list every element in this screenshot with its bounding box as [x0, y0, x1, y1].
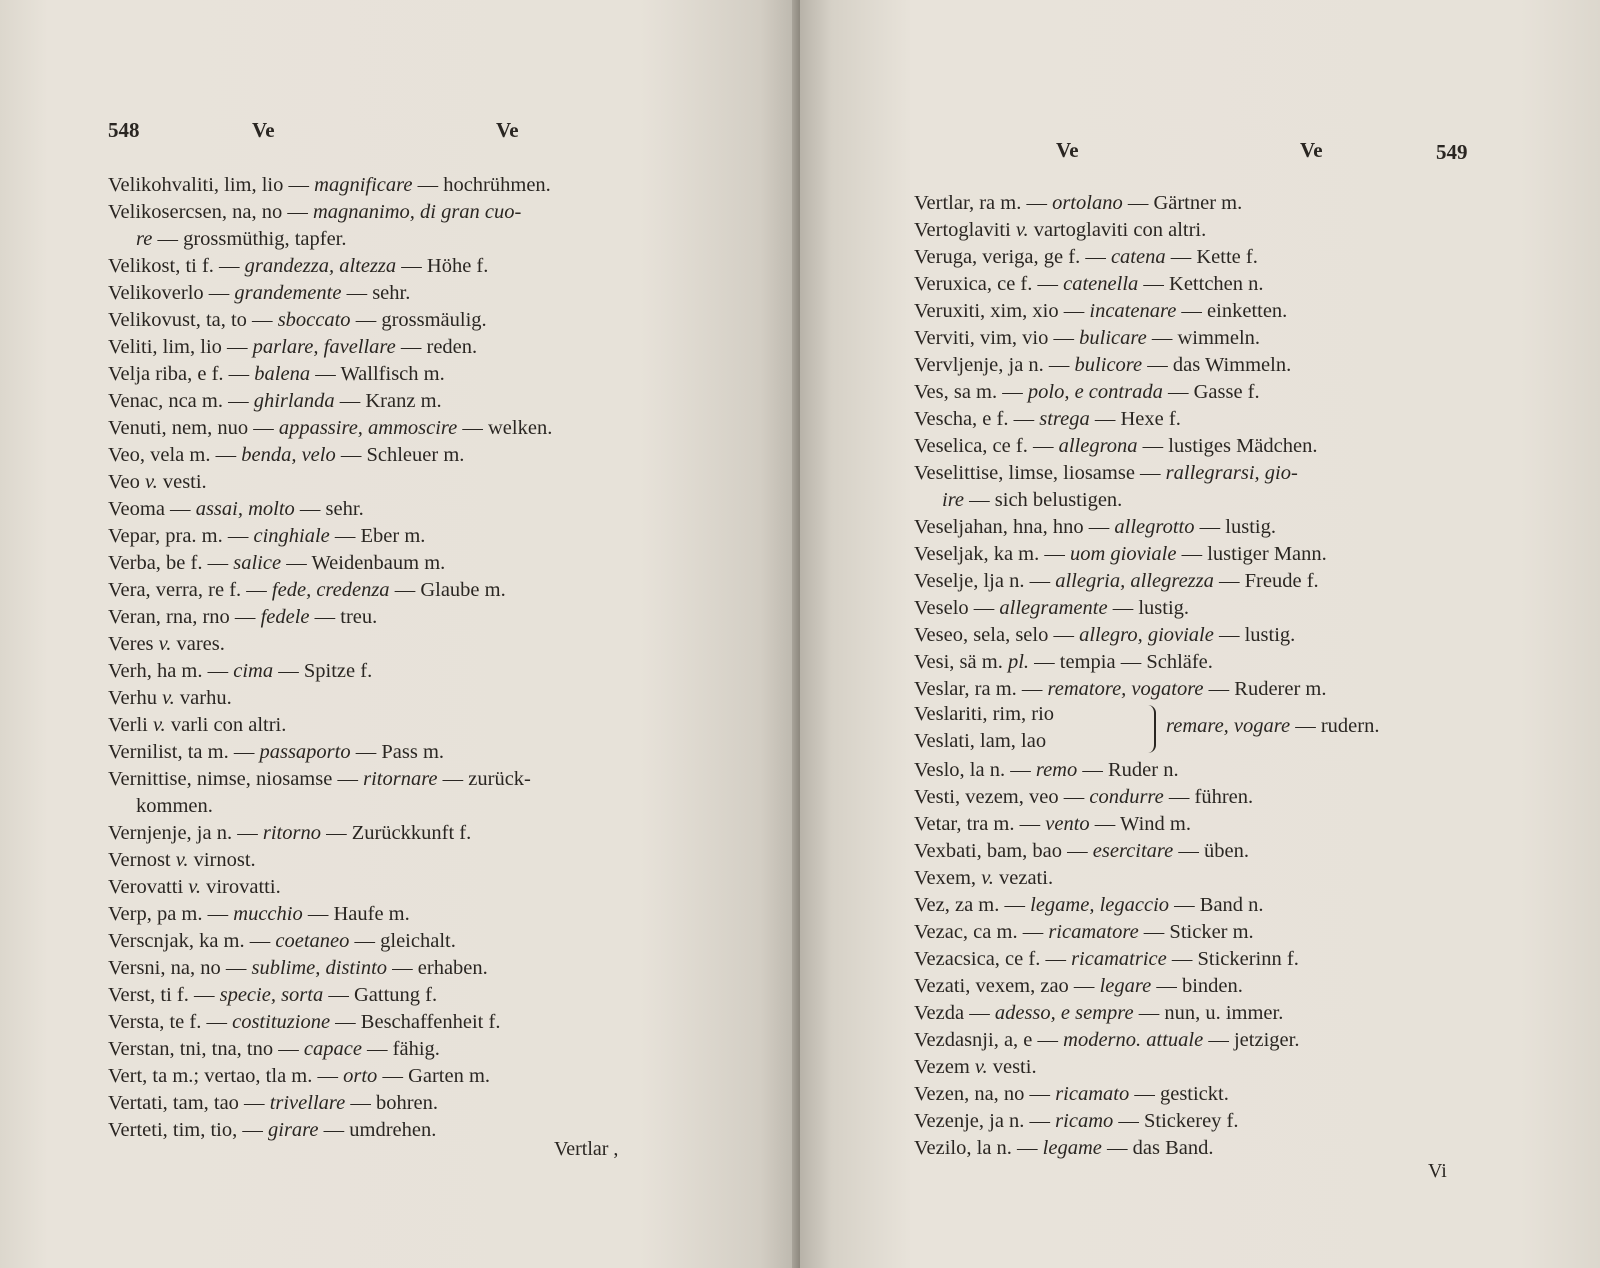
entry-italian: appassire, ammoscire	[278, 417, 458, 439]
entry-italian: bulicore	[1074, 354, 1143, 376]
entry-headword: Vertlar, ra m. —	[914, 192, 1047, 214]
entry-italian: benda, velo	[241, 444, 336, 466]
entry-headword: Verovatti	[108, 876, 184, 898]
entry-italian: cima	[233, 660, 274, 682]
entry-italian: ricamato	[1055, 1083, 1130, 1105]
dictionary-entry	[914, 217, 1327, 244]
dictionary-entry	[108, 307, 552, 334]
entry-german: — Zurückkunft f.	[326, 822, 472, 844]
running-head-right-2: Ve	[1300, 138, 1323, 162]
dictionary-entry	[914, 892, 1327, 919]
entry-headword: Veruga, veriga, ge f. —	[914, 246, 1106, 268]
entry-headword: Verst, ti f. —	[108, 984, 215, 1006]
dictionary-entry	[108, 1117, 552, 1144]
entry-german: — welken.	[462, 417, 553, 439]
entry-headword: Venuti, nem, nuo —	[108, 417, 274, 439]
dictionary-entry	[914, 1054, 1327, 1081]
dictionary-entry	[914, 298, 1327, 325]
catchword-left: Vertlar ,	[554, 1138, 619, 1160]
entry-headword: Vepar, pra. m. —	[108, 525, 249, 547]
entry-italian: v.	[175, 849, 189, 871]
dictionary-entry	[914, 487, 1327, 514]
dictionary-entry	[914, 784, 1327, 811]
entry-italian: coetaneo	[275, 930, 350, 952]
entry-headword: Vernjenje, ja n. —	[108, 822, 258, 844]
dictionary-entry	[914, 919, 1327, 946]
entry-headword: Velikost, ti f. —	[108, 255, 240, 277]
entry-headword: Vesti, vezem, veo —	[914, 786, 1085, 808]
dictionary-entry	[108, 928, 552, 955]
entry-italian: catenella	[1063, 273, 1139, 295]
entry-headword: Vescha, e f. —	[914, 408, 1035, 430]
dictionary-entry	[914, 325, 1327, 352]
entry-italian: allegro, gioviale	[1079, 624, 1214, 646]
entry-german: — Wind m.	[1094, 813, 1191, 835]
dictionary-entry	[914, 1081, 1327, 1108]
entry-german: — erhaben.	[392, 957, 488, 979]
dictionary-entry	[914, 595, 1327, 622]
entry-headword: Veselje, lja n. —	[914, 570, 1051, 592]
dictionary-entry	[914, 568, 1327, 595]
entry-italian: polo, e contrada	[1027, 381, 1163, 403]
dictionary-entry	[108, 847, 552, 874]
entry-italian: moderno. attuale	[1063, 1029, 1204, 1051]
entry-german: — Spitze f.	[278, 660, 373, 682]
entry-headword: Verteti, tim, tio, —	[108, 1119, 263, 1141]
entry-headword: Veselittise, limse, liosamse —	[914, 462, 1161, 484]
entry-italian: strega	[1039, 408, 1090, 430]
entry-italian: allegrona	[1058, 435, 1138, 457]
brace-line-1: Veslariti, rim, rio	[914, 703, 1055, 725]
entry-headword: Venac, nca m. —	[108, 390, 249, 412]
entry-german: varli con altri.	[170, 714, 287, 736]
entry-german: — sehr.	[299, 498, 364, 520]
entry-italian: magnanimo, di gran cuo-	[312, 201, 522, 223]
dictionary-entry	[108, 604, 552, 631]
entry-italian: catena	[1110, 246, 1166, 268]
entry-german: kommen.	[136, 795, 213, 817]
entry-headword: Velikosercsen, na, no —	[108, 201, 308, 223]
entry-italian: costituzione	[232, 1011, 331, 1033]
entry-german: — gleichalt.	[354, 930, 456, 952]
entry-german: — Kettchen n.	[1143, 273, 1264, 295]
entry-headword: Vertati, tam, tao —	[108, 1092, 265, 1114]
dictionary-entry	[914, 514, 1327, 541]
dictionary-entry	[914, 406, 1327, 433]
entry-headword: Versni, na, no —	[108, 957, 247, 979]
entry-italian: condurre	[1089, 786, 1164, 808]
entry-headword: Verli	[108, 714, 148, 736]
entry-german: — führen.	[1168, 786, 1254, 808]
entry-headword: Veseo, sela, selo —	[914, 624, 1074, 646]
dictionary-entry	[108, 631, 552, 658]
dictionary-entry	[108, 388, 552, 415]
dictionary-entry	[108, 982, 552, 1009]
dictionary-entry	[914, 1135, 1327, 1162]
entry-headword: Vezenje, ja n. —	[914, 1110, 1051, 1132]
entry-german: — Ruderer m.	[1208, 678, 1327, 700]
dictionary-entry	[108, 955, 552, 982]
entry-german: — Höhe f.	[401, 255, 489, 277]
entry-german: — Kranz m.	[339, 390, 442, 412]
entry-german: — Freude f.	[1219, 570, 1319, 592]
entry-italian: girare	[268, 1119, 319, 1141]
entry-german: — reden.	[400, 336, 478, 358]
entry-german: vares.	[176, 633, 225, 655]
entry-headword: Vezdasnji, a, e —	[914, 1029, 1059, 1051]
entry-italian: incatenare	[1089, 300, 1177, 322]
entry-italian: v.	[188, 876, 201, 898]
dictionary-entry	[914, 352, 1327, 379]
entry-german: — Glaube m.	[394, 579, 506, 601]
entry-italian: balena	[254, 363, 311, 385]
entry-headword: Vesi, sä m.	[914, 651, 1003, 673]
running-head-left-1: Ve	[252, 118, 275, 142]
dictionary-entry	[108, 901, 552, 928]
entry-german: — einketten.	[1181, 300, 1288, 322]
dictionary-entry	[914, 811, 1327, 838]
entry-german: — lustig.	[1218, 624, 1296, 646]
dictionary-entry	[108, 766, 552, 793]
entry-italian: v.	[974, 1056, 988, 1078]
entry-italian: uom gioviale	[1070, 543, 1177, 565]
entry-headword: Veran, rna, rno —	[108, 606, 256, 628]
dictionary-entry	[108, 442, 552, 469]
entry-italian: adesso, e sempre	[994, 1002, 1134, 1024]
right-entry-list	[914, 190, 1380, 1162]
entry-german: vezati.	[999, 867, 1054, 889]
entry-italian: legame, legaccio	[1030, 894, 1170, 916]
entry-headword: Veslar, ra m. —	[914, 678, 1043, 700]
entry-german: — hochrühmen.	[417, 174, 551, 196]
dictionary-entry	[914, 379, 1327, 406]
entry-italian: orto	[343, 1065, 378, 1087]
entry-italian: allegrotto	[1114, 516, 1195, 538]
dictionary-entry	[108, 226, 552, 253]
entry-italian: v.	[162, 687, 175, 709]
entry-headword: Verh, ha m. —	[108, 660, 229, 682]
dictionary-entry	[108, 685, 552, 712]
page-number-left: 548	[108, 118, 140, 142]
entry-italian: ritorno	[262, 822, 321, 844]
catchword-right: Vi	[1428, 1160, 1447, 1182]
entry-german: — umdrehen.	[323, 1119, 437, 1141]
dictionary-entry	[108, 415, 552, 442]
entry-italian: vento	[1045, 813, 1090, 835]
entry-italian: cinghiale	[253, 525, 330, 547]
entry-german: — Band n.	[1174, 894, 1264, 916]
running-head-right-1: Ve	[1056, 138, 1079, 162]
entry-german: — Gattung f.	[328, 984, 438, 1006]
entry-headword: Verscnjak, ka m. —	[108, 930, 271, 952]
entry-german: — das Wimmeln.	[1147, 354, 1292, 376]
dictionary-entry	[108, 1036, 552, 1063]
dictionary-entry	[914, 1000, 1327, 1027]
dictionary-entry	[108, 739, 552, 766]
entry-italian: allegramente	[999, 597, 1108, 619]
entry-italian: rallegrarsi, gio-	[1165, 462, 1298, 484]
entry-italian: assai, molto	[195, 498, 295, 520]
entry-headword: Veruxica, ce f. —	[914, 273, 1059, 295]
entry-italian: esercitare	[1092, 840, 1174, 862]
dictionary-entry	[108, 793, 552, 820]
left-entry-list	[108, 172, 552, 1144]
entry-german: — gestickt.	[1134, 1083, 1229, 1105]
dictionary-entry	[108, 658, 552, 685]
entry-headword: Vexbati, bam, bao —	[914, 840, 1088, 862]
entry-german: — Pass m.	[355, 741, 445, 763]
dictionary-entry	[108, 469, 552, 496]
entry-italian: ire	[942, 489, 965, 511]
dictionary-entry	[108, 496, 552, 523]
entry-headword: Vervljenje, ja n. —	[914, 354, 1070, 376]
entry-german: — lustig.	[1199, 516, 1276, 538]
entry-italian: v.	[158, 633, 172, 655]
entry-german: — tempia — Schläfe.	[1034, 651, 1213, 673]
entry-headword: Vezen, na, no —	[914, 1083, 1051, 1105]
entry-italian: ricamatrice	[1071, 948, 1167, 970]
entry-italian: sboccato	[277, 309, 351, 331]
entry-headword: Vez, za m. —	[914, 894, 1025, 916]
dictionary-entry	[914, 838, 1327, 865]
entry-italian: passaporto	[259, 741, 351, 763]
entry-german: virovatti.	[206, 876, 281, 898]
entry-german: vartoglaviti con altri.	[1033, 219, 1207, 241]
page-number-right: 549	[1436, 140, 1468, 164]
entry-headword: Vernittise, nimse, niosamse —	[108, 768, 358, 790]
dictionary-entry	[914, 541, 1327, 568]
entry-german: — Schleuer m.	[340, 444, 465, 466]
dictionary-entry	[108, 361, 552, 388]
entry-german: — Wallfisch m.	[315, 363, 445, 385]
entry-german: — grossmüthig, tapfer.	[157, 228, 347, 250]
dictionary-entry	[914, 190, 1327, 217]
entry-italian: salice	[233, 552, 282, 574]
entry-headword: Verstan, tni, tna, tno —	[108, 1038, 299, 1060]
brace-translation: remare, vogare — rudern.	[1166, 715, 1380, 737]
entry-german: — üben.	[1178, 840, 1249, 862]
entry-german: — bohren.	[350, 1092, 439, 1114]
dictionary-entry	[108, 523, 552, 550]
entry-german: — jetziger.	[1208, 1029, 1300, 1051]
entry-italian: grandezza, altezza	[244, 255, 397, 277]
entry-italian: sublime, distinto	[251, 957, 388, 979]
entry-headword: Vertoglaviti	[914, 219, 1011, 241]
entry-german: — Sticker m.	[1143, 921, 1254, 943]
brace-line-2: Veslati, lam, lao	[914, 730, 1047, 752]
entry-italian: ritornare	[363, 768, 438, 790]
entry-headword: Vezem	[914, 1056, 970, 1078]
entry-german: — Ruder n.	[1082, 759, 1179, 781]
entry-headword: Vezacsica, ce f. —	[914, 948, 1066, 970]
dictionary-entry	[108, 577, 552, 604]
entry-italian: legame	[1042, 1137, 1102, 1159]
entry-italian: v.	[981, 867, 994, 889]
entry-italian: parlare, favellare	[252, 336, 396, 358]
dictionary-entry	[914, 271, 1327, 298]
entry-german: — Gasse f.	[1167, 381, 1260, 403]
entry-italian: fedele	[260, 606, 310, 628]
entry-german: — Stickerey f.	[1118, 1110, 1239, 1132]
entry-headword: Veliti, lim, lio —	[108, 336, 248, 358]
dictionary-entry	[914, 433, 1327, 460]
entry-headword: Veo, vela m. —	[108, 444, 237, 466]
dictionary-entry	[108, 334, 552, 361]
entry-german: — zurück-	[442, 768, 531, 790]
entry-italian: rematore, vogatore	[1047, 678, 1204, 700]
dictionary-entry	[914, 973, 1327, 1000]
dictionary-entry	[108, 1063, 552, 1090]
dictionary-entry	[108, 820, 552, 847]
dictionary-entry	[914, 649, 1327, 676]
entry-german: virnost.	[193, 849, 256, 871]
entry-italian: ricamo	[1055, 1110, 1114, 1132]
dictionary-entry	[108, 253, 552, 280]
entry-headword: Veselica, ce f. —	[914, 435, 1054, 457]
entry-italian: ghirlanda	[253, 390, 335, 412]
dictionary-entry	[914, 946, 1327, 973]
entry-headword: Vezda —	[914, 1002, 990, 1024]
entry-headword: Vezati, vexem, zao —	[914, 975, 1095, 997]
entry-italian: v.	[152, 714, 166, 736]
entry-german: — Garten m.	[382, 1065, 491, 1087]
entry-headword: Vert, ta m.; vertao, tla m. —	[108, 1065, 338, 1087]
dictionary-entry	[914, 676, 1327, 703]
entry-italian: v.	[1015, 219, 1029, 241]
dictionary-entry	[108, 1090, 552, 1117]
entry-headword: Verhu	[108, 687, 157, 709]
entry-german: — Weidenbaum m.	[286, 552, 446, 574]
entry-german: — Stickerinn f.	[1171, 948, 1299, 970]
entry-headword: Verba, be f. —	[108, 552, 229, 574]
entry-headword: Vernost	[108, 849, 171, 871]
entry-german: — Eber m.	[334, 525, 426, 547]
entry-headword: Velja riba, e f. —	[108, 363, 250, 385]
entry-headword: Verviti, vim, vio —	[914, 327, 1075, 349]
entry-headword: Vexem,	[914, 867, 977, 889]
entry-italian: ricamatore	[1048, 921, 1139, 943]
entry-german: varhu.	[179, 687, 232, 709]
entry-headword: Verp, pa m. —	[108, 903, 229, 925]
entry-italian: fede, credenza	[271, 579, 390, 601]
entry-headword: Ves, sa m. —	[914, 381, 1023, 403]
entry-german: — sich belustigen.	[969, 489, 1123, 511]
entry-german: — wimmeln.	[1151, 327, 1261, 349]
entry-headword: Veo	[108, 471, 140, 493]
dictionary-entry	[914, 1108, 1327, 1135]
entry-italian: v.	[145, 471, 158, 493]
entry-italian: re	[136, 228, 153, 250]
entry-italian: specie, sorta	[219, 984, 324, 1006]
entry-headword: Vetar, tra m. —	[914, 813, 1041, 835]
entry-italian: bulicare	[1079, 327, 1147, 349]
dictionary-entry	[914, 622, 1327, 649]
dictionary-entry	[914, 757, 1327, 784]
entry-headword: Versta, te f. —	[108, 1011, 227, 1033]
dictionary-entry	[108, 280, 552, 307]
entry-german: — Kette f.	[1170, 246, 1258, 268]
entry-headword: Velikovust, ta, to —	[108, 309, 273, 331]
entry-german: — lustiger Mann.	[1181, 543, 1327, 565]
entry-headword: Veoma —	[108, 498, 191, 520]
dictionary-entry	[108, 199, 552, 226]
entry-german: — das Band.	[1107, 1137, 1214, 1159]
dictionary-entry	[108, 1009, 552, 1036]
entry-german: — treu.	[314, 606, 378, 628]
right-page	[800, 0, 1600, 1268]
entry-headword: Vernilist, ta m. —	[108, 741, 255, 763]
entry-german: — lustig.	[1112, 597, 1190, 619]
dictionary-entry	[108, 550, 552, 577]
entry-headword: Velikoverlo —	[108, 282, 230, 304]
entry-headword: Veslo, la n. —	[914, 759, 1031, 781]
dictionary-entry	[914, 244, 1327, 271]
entry-italian: trivellare	[269, 1092, 346, 1114]
entry-german: — Hexe f.	[1094, 408, 1181, 430]
entry-italian: grandemente	[234, 282, 342, 304]
entry-italian: remo	[1035, 759, 1078, 781]
entry-german: vesti.	[162, 471, 207, 493]
entry-german: — sehr.	[346, 282, 411, 304]
running-head-left-2: Ve	[496, 118, 519, 142]
entry-german: — Haufe m.	[307, 903, 410, 925]
entry-german: — fähig.	[367, 1038, 440, 1060]
dictionary-entry	[108, 874, 552, 901]
dictionary-entry	[914, 865, 1327, 892]
entry-headword: Veruxiti, xim, xio —	[914, 300, 1085, 322]
entry-german: — lustiges Mädchen.	[1142, 435, 1318, 457]
entry-headword: Vera, verra, re f. —	[108, 579, 267, 601]
dictionary-entry	[108, 712, 552, 739]
entry-italian: legare	[1099, 975, 1152, 997]
entry-german: — Beschaffenheit f.	[335, 1011, 501, 1033]
entry-headword: Vezac, ca m. —	[914, 921, 1044, 943]
entry-italian: allegria, allegrezza	[1055, 570, 1214, 592]
entry-headword: Vezilo, la n. —	[914, 1137, 1038, 1159]
entry-german: — binden.	[1156, 975, 1243, 997]
entry-german: — Gärtner m.	[1127, 192, 1243, 214]
entry-headword: Veres	[108, 633, 154, 655]
dictionary-entry	[914, 460, 1327, 487]
entry-italian: mucchio	[233, 903, 303, 925]
entry-german: — grossmäulig.	[355, 309, 487, 331]
brace-entry	[914, 703, 1380, 757]
dictionary-entry	[914, 1027, 1327, 1054]
entry-german: vesti.	[992, 1056, 1037, 1078]
entry-italian: ortolano	[1052, 192, 1123, 214]
entry-italian: magnificare	[314, 174, 413, 196]
entry-headword: Velikohvaliti, lim, lio —	[108, 174, 310, 196]
entry-headword: Veseljahan, hna, hno —	[914, 516, 1110, 538]
entry-italian: pl.	[1007, 651, 1030, 673]
dictionary-entry	[108, 172, 552, 199]
entry-italian: capace	[303, 1038, 362, 1060]
entry-headword: Veseljak, ka m. —	[914, 543, 1065, 565]
brace-mark	[1146, 705, 1156, 753]
entry-headword: Veselo —	[914, 597, 995, 619]
entry-german: — nun, u. immer.	[1138, 1002, 1284, 1024]
